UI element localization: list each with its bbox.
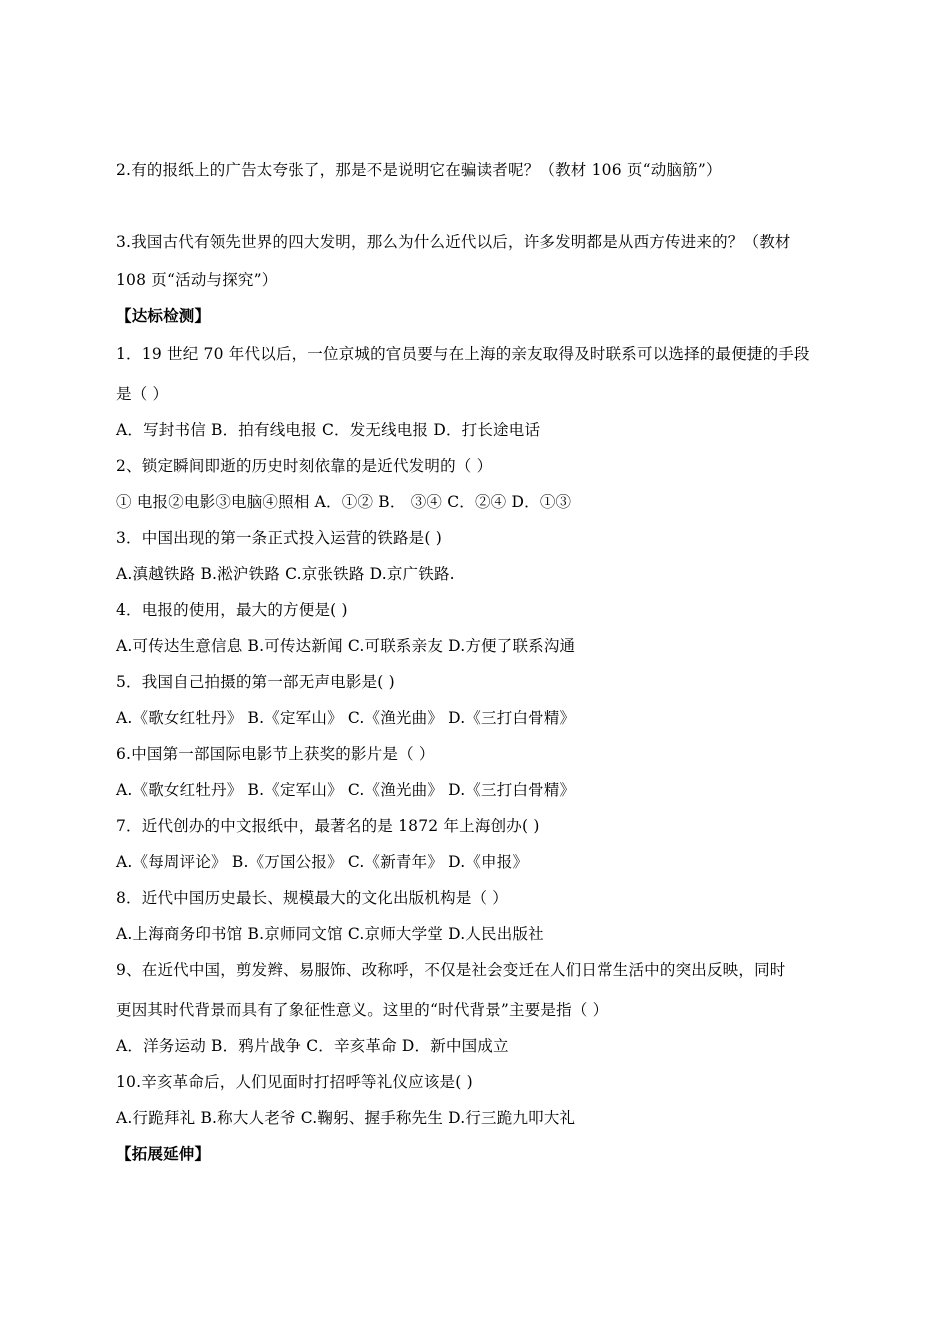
test-q8-stem: 8．近代中国历史最长、规模最大的文化出版机构是（ ） — [116, 889, 508, 907]
test-q9-options: A．洋务运动 B．鸦片战争 C．辛亥革命 D．新中国成立 — [116, 1037, 509, 1055]
test-q10-stem: 10.辛亥革命后，人们见面时打招呼等礼仪应该是( ) — [116, 1073, 473, 1091]
test-q3-stem: 3．中国出现的第一条正式投入运营的铁路是( ) — [116, 529, 442, 547]
test-q1-line2: 是（ ） — [116, 385, 169, 403]
test-q6-stem: 6.中国第一部国际电影节上获奖的影片是（ ） — [116, 745, 435, 763]
section-heading-extension: 【拓展延伸】 — [116, 1145, 211, 1163]
test-q9-line2: 更因其时代背景而具有了象征性意义。这里的“时代背景”主要是指（ ） — [116, 1001, 609, 1019]
test-q7-stem: 7．近代创办的中文报纸中，最著名的是 1872 年上海创办( ) — [116, 817, 540, 835]
test-q2-stem: 2、锁定瞬间即逝的历史时刻依靠的是近代发明的（ ） — [116, 457, 493, 475]
test-q3-options: A.滇越铁路 B.淞沪铁路 C.京张铁路 D.京广铁路. — [116, 565, 455, 583]
question-3-reflection-line1: 3.我国古代有领先世界的四大发明，那么为什么近代以后，许多发明都是从西方传进来的？（教材 — [116, 233, 791, 251]
test-q2-options: ① 电报②电影③电脑④照相 A．①② B． ③④ C．②④ D．①③ — [116, 493, 572, 511]
question-3-reflection-line2: 108 页“活动与探究”） — [116, 271, 278, 289]
section-heading-test: 【达标检测】 — [116, 307, 211, 325]
test-q4-options: A.可传达生意信息 B.可传达新闻 C.可联系亲友 D.方便了联系沟通 — [116, 637, 576, 655]
test-q6-options: A.《歌女红牡丹》 B.《定军山》 C.《渔光曲》 D.《三打白骨精》 — [116, 781, 576, 799]
test-q1-options: A．写封书信 B．拍有线电报 C．发无线电报 D．打长途电话 — [116, 421, 541, 439]
test-q9-line1: 9、在近代中国，剪发辫、易服饰、改称呼，不仅是社会变迁在人们日常生活中的突出反映，同时 — [116, 961, 786, 979]
test-q10-options: A.行跪拜礼 B.称大人老爷 C.鞠躬、握手称先生 D.行三跪九叩大礼 — [116, 1109, 576, 1127]
question-2-reflection: 2.有的报纸上的广告太夸张了，那是不是说明它在骗读者呢？（教材 106 页“动脑筋”） — [116, 161, 722, 179]
test-q5-options: A.《歌女红牡丹》 B.《定军山》 C.《渔光曲》 D.《三打白骨精》 — [116, 709, 576, 727]
test-q8-options: A.上海商务印书馆 B.京师同文馆 C.京师大学堂 D.人民出版社 — [116, 925, 544, 943]
test-q7-options: A.《每周评论》 B.《万国公报》 C.《新青年》 D.《申报》 — [116, 853, 529, 871]
test-q5-stem: 5．我国自己拍摄的第一部无声电影是( ) — [116, 673, 395, 691]
test-q4-stem: 4．电报的使用，最大的方便是( ) — [116, 601, 348, 619]
test-q1-line1: 1．19 世纪 70 年代以后，一位京城的官员要与在上海的亲友取得及时联系可以选择的最便捷的手段 — [116, 345, 810, 363]
